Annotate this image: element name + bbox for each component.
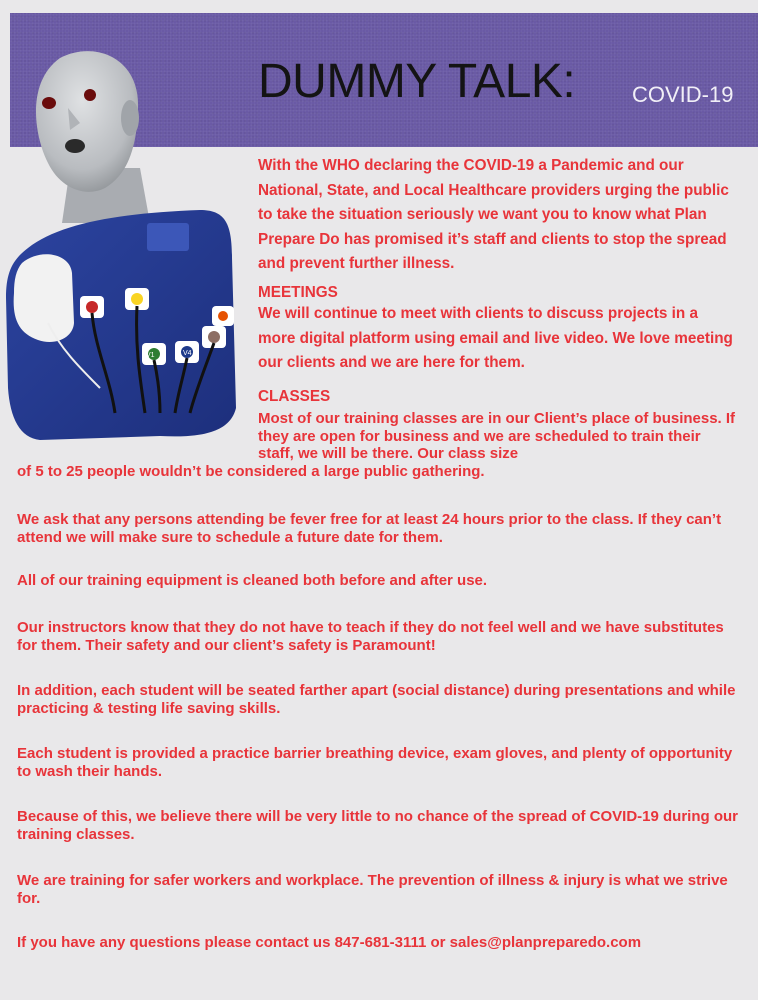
- fever-paragraph: We ask that any persons attending be fever free for at least 24 hours prior to the class. If they can’t attend we will make sure to schedule a future date for them.: [17, 511, 722, 546]
- spread-paragraph: Because of this, we believe there will be very little to no chance of the spread of COVID-19 during our training classes.: [17, 808, 738, 843]
- instructors-paragraph: Our instructors know that they do not have to teach if they do not feel well and we have substitutes for them. Their safety and our client’s safety is Paramount!: [17, 619, 724, 654]
- intro-paragraph: With the WHO declaring the COVID-19 a Pandemic and our National, State, and Local Healthcare providers urging the public to take the situation seriously we want you to know what Plan Prepare Do has promised it’s staff and clients to stop the spread and prevent further illness.: [258, 157, 729, 272]
- electrode-label-v1: V1: [146, 352, 155, 359]
- distance-paragraph: In addition, each student will be seated farther apart (social distance) during presentations and while practicing & testing life saving skills.: [17, 682, 736, 717]
- classes-body-continued: of 5 to 25 people wouldn’t be considered a large public gathering.: [17, 463, 485, 480]
- cpr-manikin-image: [0, 48, 245, 448]
- contact-paragraph: If you have any questions please contact us 847-681-3111 or sales@planpreparedo.com: [17, 934, 642, 951]
- meetings-body: We will continue to meet with clients to discuss projects in a more digital platform using email and live video. We love meeting our clients and we are here for them.: [258, 305, 733, 371]
- barrier-paragraph: Each student is provided a practice barrier breathing device, exam gloves, and plenty of opportunity to wash their hands.: [17, 745, 733, 780]
- classes-heading: CLASSES: [258, 388, 331, 405]
- training-paragraph: We are training for safer workers and workplace. The prevention of illness & injury is what we strive for.: [17, 872, 728, 907]
- page-subtitle: COVID-19: [632, 82, 734, 107]
- meetings-heading: MEETINGS: [258, 284, 338, 301]
- classes-body: Most of our training classes are in our Client’s place of business. If they are open for business and we are scheduled to train their staff, we will be there. Our class size: [258, 410, 736, 462]
- equipment-paragraph: All of our training equipment is cleaned both before and after use.: [17, 572, 488, 589]
- page-title: DUMMY TALK:: [258, 55, 576, 108]
- electrode-label-v4: V4: [183, 350, 192, 357]
